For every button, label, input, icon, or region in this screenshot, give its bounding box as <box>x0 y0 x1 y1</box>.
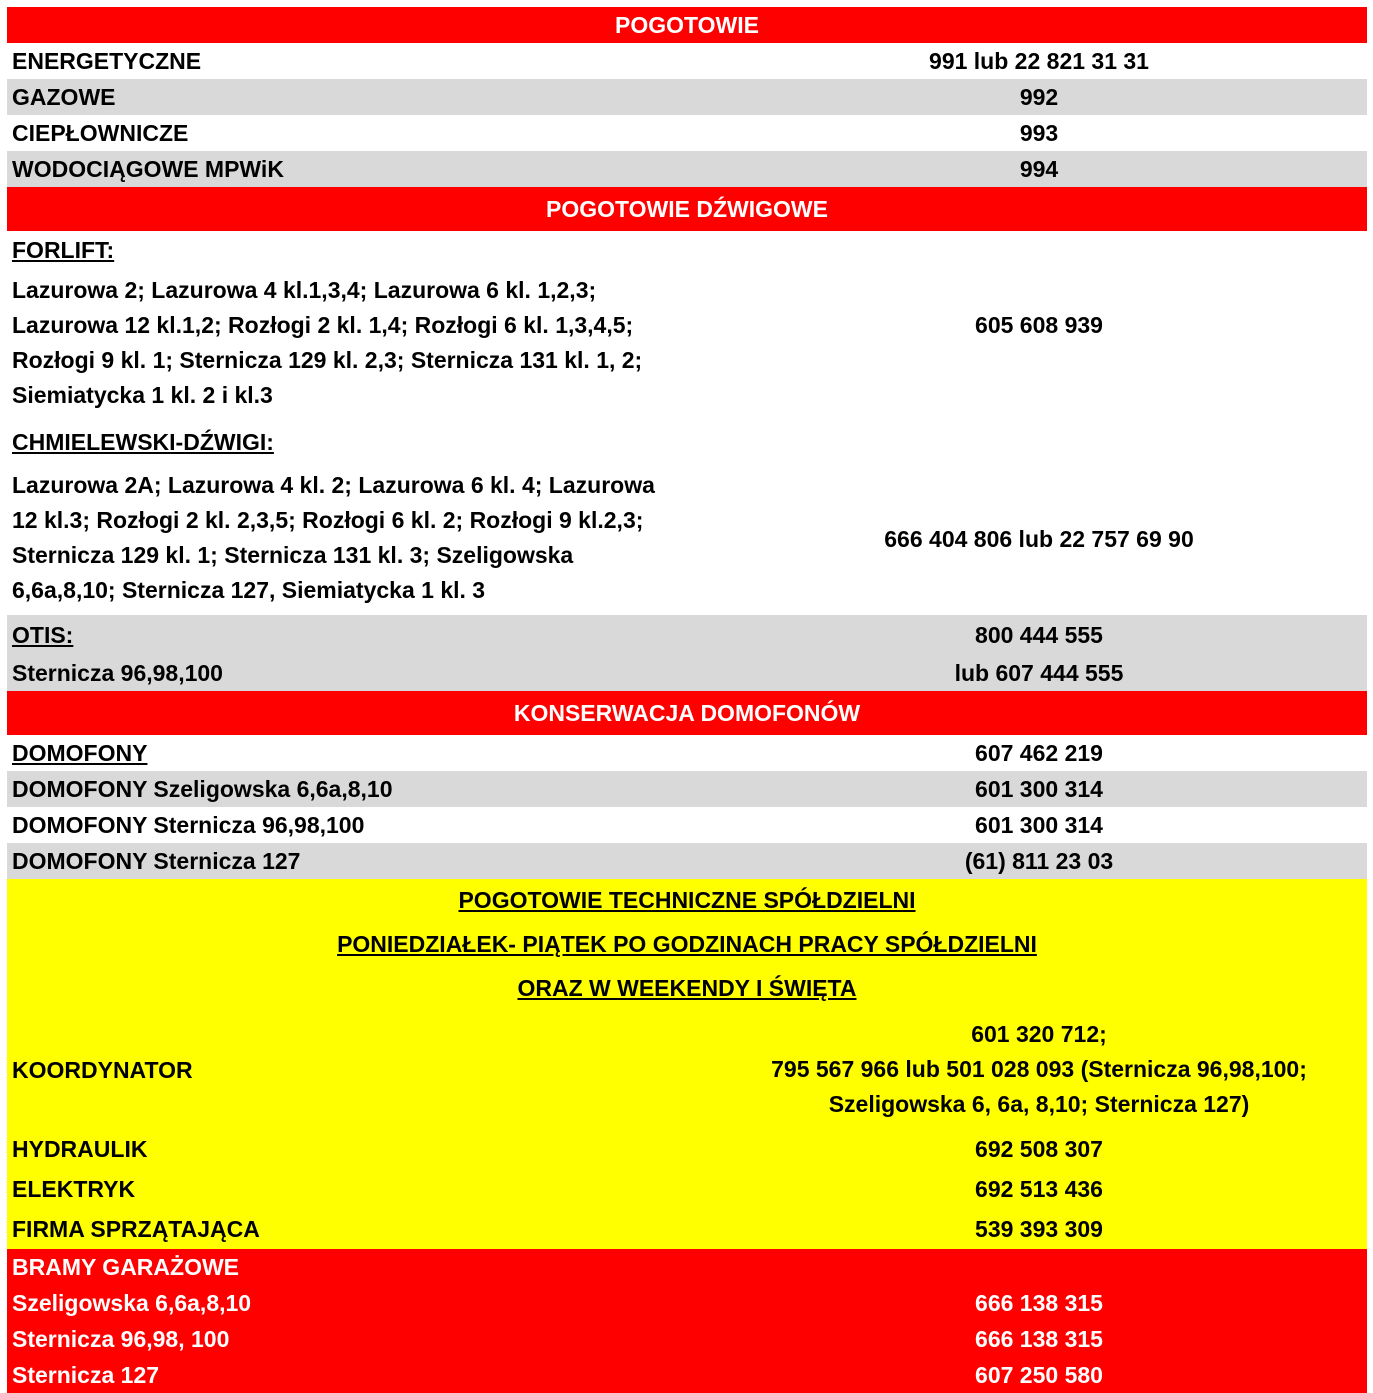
utility-phone: 992 <box>1019 84 1059 110</box>
address-line: Rozłogi 9 kl. 1; Sternicza 129 kl. 2,3; Sternicza 131 kl. 1, 2; <box>12 347 643 373</box>
staff-name: ELEKTRYK <box>12 1176 136 1202</box>
section-header-domofony: KONSERWACJA DOMOFONÓW <box>7 691 1367 735</box>
forlift-phone: 605 608 939 <box>975 312 1103 338</box>
utility-phone: 993 <box>1019 120 1059 146</box>
intercom-phone: 601 300 314 <box>975 776 1103 802</box>
staff-phone: 539 393 309 <box>975 1216 1103 1242</box>
intercom-name: DOMOFONY <box>12 740 148 766</box>
intercom-phone: 607 462 219 <box>975 740 1103 766</box>
emergency-contacts-sheet <box>7 7 1367 1393</box>
tech-emergency-block <box>7 879 1367 1249</box>
gates-title: BRAMY GARAŻOWE <box>12 1254 240 1280</box>
address-line: 12 kl.3; Rozłogi 2 kl. 2,3,5; Rozłogi 6 kl. 2; Rozłogi 9 kl.2,3; <box>12 507 644 533</box>
koordynator-label: KOORDYNATOR <box>12 1057 193 1083</box>
utility-row <box>7 79 1367 115</box>
utility-name: ENERGETYCZNE <box>12 48 202 74</box>
address-line: 6,6a,8,10; Sternicza 127, Siemiatycka 1 kl. 3 <box>12 577 486 603</box>
forlift-title: FORLIFT: <box>12 237 115 263</box>
otis-phone-2: lub 607 444 555 <box>954 660 1124 686</box>
otis-phone-1: 800 444 555 <box>975 622 1103 648</box>
intercom-phone: 601 300 314 <box>975 812 1103 838</box>
intercom-name: DOMOFONY Szeligowska 6,6a,8,10 <box>12 776 393 802</box>
garage-gates-block <box>7 1249 1367 1393</box>
utility-row <box>7 151 1367 187</box>
tech-title-line-1: POGOTOWIE TECHNICZNE SPÓŁDZIELNI <box>458 887 916 913</box>
utility-name: WODOCIĄGOWE MPWiK <box>12 156 284 182</box>
utility-phone: 991 lub 22 821 31 31 <box>929 48 1149 74</box>
gate-address: Sternicza 96,98, 100 <box>12 1326 230 1352</box>
gate-address: Sternicza 127 <box>12 1362 160 1388</box>
staff-name: HYDRAULIK <box>12 1136 148 1162</box>
address-line: Sternicza 129 kl. 1; Sternicza 131 kl. 3; Szeligowska <box>12 542 574 568</box>
forlift-addresses <box>12 273 702 413</box>
utility-phone: 994 <box>1019 156 1059 182</box>
otis-block <box>7 615 1367 691</box>
staff-phone: 692 513 436 <box>975 1176 1103 1202</box>
tech-title-line-3: ORAZ W WEEKENDY I ŚWIĘTA <box>517 975 857 1001</box>
intercom-row <box>7 843 1367 879</box>
gate-phone: 666 138 315 <box>975 1290 1103 1316</box>
tech-title-line-2: PONIEDZIAŁEK- PIĄTEK PO GODZINACH PRACY SPÓŁDZIELNI <box>337 931 1037 957</box>
utility-row <box>7 43 1367 79</box>
address-line: Siemiatycka 1 kl. 2 i kl.3 <box>12 382 273 408</box>
koordynator-phone-line: 795 567 966 lub 501 028 093 (Sternicza 96,98,100; <box>771 1056 1307 1082</box>
intercom-name: DOMOFONY Sternicza 96,98,100 <box>12 812 365 838</box>
koordynator-phone-line: Szeligowska 6, 6a, 8,10; Sternicza 127) <box>828 1091 1250 1117</box>
address-line: Lazurowa 2; Lazurowa 4 kl.1,3,4; Lazurowa 6 kl. 1,2,3; <box>12 277 597 303</box>
koordynator-phones <box>707 1017 1371 1122</box>
intercom-name: DOMOFONY Sternicza 127 <box>12 848 301 874</box>
chmielewski-title: CHMIELEWSKI-DŹWIGI: <box>12 429 274 455</box>
utility-row <box>7 115 1367 151</box>
otis-title: OTIS: <box>12 622 74 648</box>
gate-address: Szeligowska 6,6a,8,10 <box>12 1290 252 1316</box>
address-line: Lazurowa 2A; Lazurowa 4 kl. 2; Lazurowa 6 kl. 4; Lazurowa <box>12 472 655 498</box>
intercom-row <box>7 771 1367 807</box>
koordynator-phone-line: 601 320 712; <box>971 1021 1107 1047</box>
staff-phone: 692 508 307 <box>975 1136 1103 1162</box>
utility-name: CIEPŁOWNICZE <box>12 120 189 146</box>
intercom-row <box>7 807 1367 843</box>
intercom-phone: (61) 811 23 03 <box>964 848 1114 874</box>
staff-name: FIRMA SPRZĄTAJĄCA <box>12 1216 260 1242</box>
chmielewski-addresses <box>12 468 702 608</box>
section-header-dzwigowe: POGOTOWIE DŹWIGOWE <box>7 187 1367 231</box>
otis-address: Sternicza 96,98,100 <box>12 660 223 686</box>
section-header-pogotowie: POGOTOWIE <box>7 7 1367 43</box>
address-line: Lazurowa 12 kl.1,2; Rozłogi 2 kl. 1,4; Rozłogi 6 kl. 1,3,4,5; <box>12 312 634 338</box>
intercom-row <box>7 735 1367 771</box>
chmielewski-phone: 666 404 806 lub 22 757 69 90 <box>884 526 1194 552</box>
gate-phone: 607 250 580 <box>975 1362 1103 1388</box>
utility-name: GAZOWE <box>12 84 116 110</box>
elevator-block <box>7 231 1367 615</box>
gate-phone: 666 138 315 <box>975 1326 1103 1352</box>
